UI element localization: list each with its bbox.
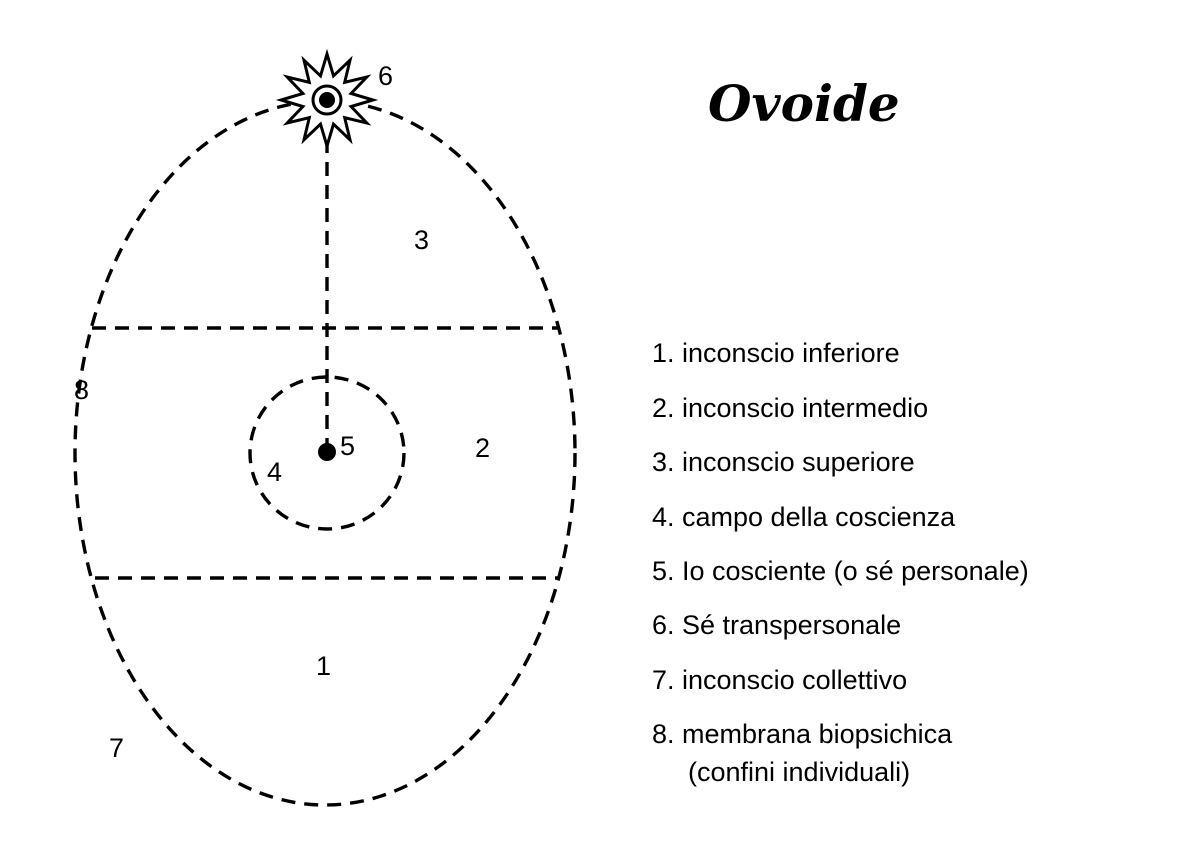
diagram-title: Ovoide [708, 74, 900, 133]
label-region-4: 4 [267, 457, 283, 487]
label-region-5: 5 [340, 431, 356, 461]
legend-item-3: 3. inconscio superiore [652, 447, 915, 477]
legend [652, 338, 1029, 787]
legend-item-7: 7. inconscio collettivo [652, 665, 908, 695]
legend-item-1: 1. inconscio inferiore [652, 338, 900, 368]
legend-item-4: 4. campo della coscienza [652, 502, 956, 532]
label-region-6: 6 [378, 61, 394, 91]
legend-item-8-note: (confini individuali) [688, 757, 911, 787]
legend-item-8: 8. membrana biopsichica [652, 719, 953, 749]
label-region-7: 7 [109, 733, 125, 763]
legend-item-2: 2. inconscio intermedio [652, 393, 929, 423]
label-region-3: 3 [414, 225, 430, 255]
label-region-2: 2 [475, 433, 491, 463]
label-region-8: 8 [74, 375, 90, 405]
starburst-icon [281, 54, 373, 146]
label-region-1: 1 [316, 651, 332, 681]
legend-item-6: 6. Sé transpersonale [652, 610, 902, 640]
legend-item-5: 5. Io cosciente (o sé personale) [652, 556, 1029, 586]
filled-dot-icon [318, 443, 336, 461]
